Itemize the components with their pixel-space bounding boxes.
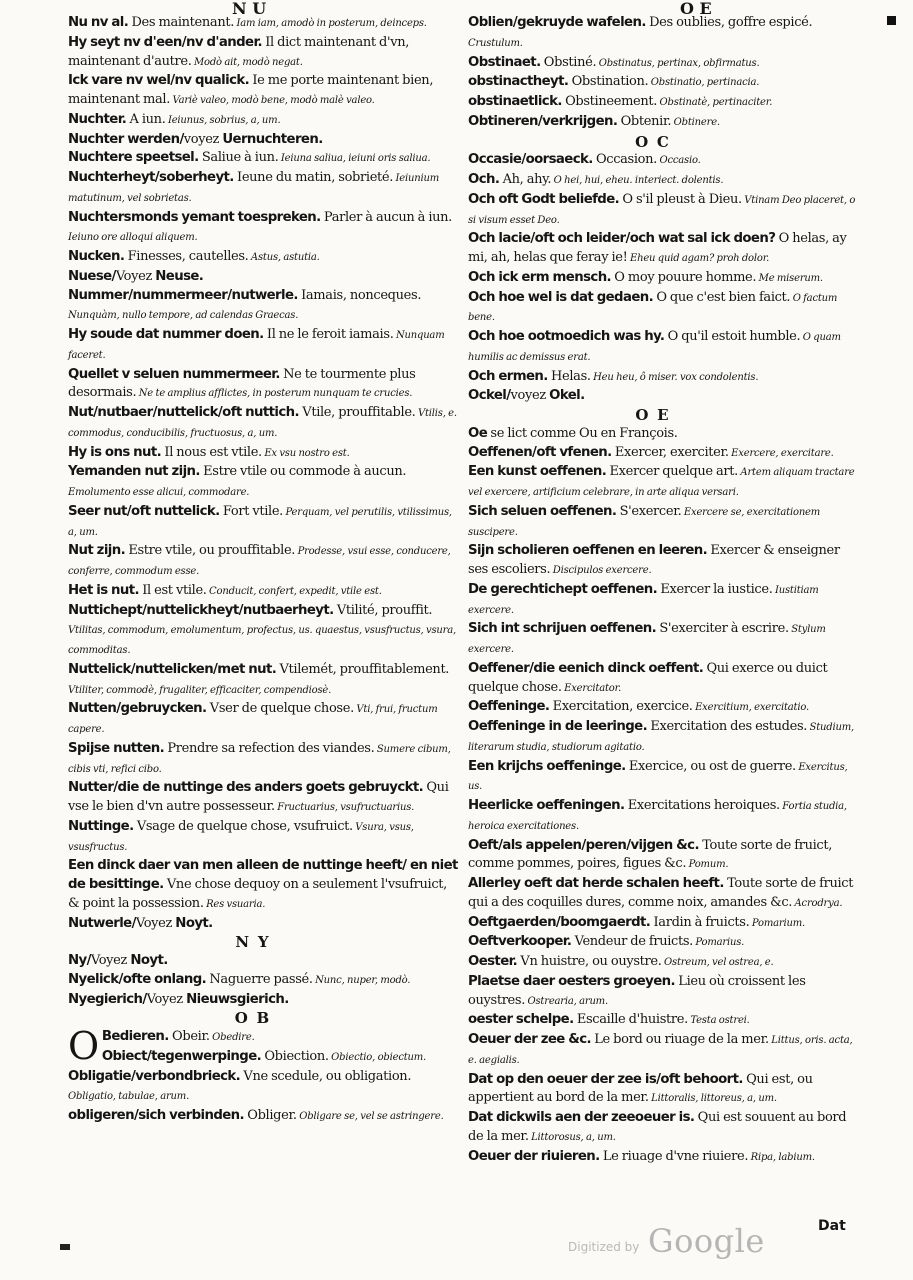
french-gloss: Helas. xyxy=(547,368,591,384)
headword: Nut/nutbaer/nuttelick/oft nuttich. xyxy=(68,405,299,420)
french-gloss: Ie me porte maintenant bien, maintenant mal. xyxy=(68,73,434,107)
headword: Oeftverkooper. xyxy=(468,934,572,950)
dictionary-entry xyxy=(68,582,458,602)
dictionary-entry xyxy=(68,991,458,1010)
dictionary-entry xyxy=(68,326,458,366)
cross-reference: Neuse. xyxy=(155,268,204,284)
headword: Bedieren. xyxy=(101,1029,169,1044)
dictionary-entry xyxy=(468,797,858,837)
latin-gloss: Ieiuna saliua, ieiuni oris saliua. xyxy=(278,153,431,165)
latin-gloss: Fructuarius, vsufructuarius. xyxy=(274,802,415,813)
latin-gloss: Variè valeo, modò bene, modò malè valeo. xyxy=(170,95,375,106)
headword: Nutten/gebruycken. xyxy=(68,701,207,717)
dictionary-entry xyxy=(468,1031,858,1071)
french-gloss: Obtenir. xyxy=(617,113,672,129)
french-gloss: se lict comme Ou en François. xyxy=(487,425,678,441)
dictionary-entry xyxy=(468,718,858,758)
french-gloss: Ieune du matin, sobrieté. xyxy=(233,170,394,185)
dictionary-entry xyxy=(68,444,458,464)
dictionary-entry xyxy=(68,700,458,740)
dictionary-entry xyxy=(68,209,458,249)
drop-cap: O xyxy=(68,1024,99,1068)
latin-gloss: Prodesse, vsui esse, conducere, conferre, commodum esse. xyxy=(68,546,451,577)
dictionary-entry xyxy=(468,113,858,133)
dictionary-entry xyxy=(468,93,858,113)
french-gloss: Exercitations heroiques. xyxy=(624,798,780,813)
headword: Plaetse daer oesters groeyen. xyxy=(468,973,675,989)
latin-gloss: Littorosus, a, um. xyxy=(528,1131,616,1143)
latin-gloss: Artem aliquam tractare vel exercere, artificium celebrare, in arte aliqua versari. xyxy=(468,467,855,498)
running-header-right: O E xyxy=(680,0,712,18)
headword: Oeffenen/oft vfenen. xyxy=(468,444,612,460)
headword: Hy seyt nv d'een/nv d'ander. xyxy=(68,34,262,50)
dictionary-entry xyxy=(468,14,858,54)
french-gloss: Exercer & enseigner ses escoliers. xyxy=(468,543,840,577)
french-gloss: Il ne le feroit iamais. xyxy=(263,327,394,342)
french-gloss: Vendeur de fruicts. xyxy=(571,934,693,950)
dictionary-entry xyxy=(468,171,858,191)
latin-gloss: Obedire. xyxy=(209,1032,255,1043)
dictionary-entry xyxy=(468,73,858,93)
latin-gloss: Vtilitas, commodum, emolumentum, profectus, us. quaestus, vsusfructus, vsura, commoditas. xyxy=(68,625,456,656)
headword: Nucken. xyxy=(68,249,125,264)
dictionary-entry xyxy=(68,740,458,780)
french-gloss: Exercer, exerciter. xyxy=(611,444,729,460)
dictionary-entry xyxy=(468,1071,858,1110)
latin-gloss: Emolumento esse alicui, commodare. xyxy=(68,487,250,498)
dictionary-entry xyxy=(68,149,458,169)
headword: obstinactheyt. xyxy=(468,74,569,90)
dictionary-entry xyxy=(68,661,458,701)
latin-gloss: Perquam, vel perutilis, vtilissimus, a, um. xyxy=(68,506,452,538)
headword: Och hoe wel is dat gedaen. xyxy=(468,289,654,305)
latin-gloss: Vtiliter, commodè, frugaliter, efficaciter, compendiosè. xyxy=(68,684,332,696)
dictionary-entry xyxy=(468,875,858,914)
french-gloss: Toute sorte de fruict, comme pommes, poires, figues &c. xyxy=(468,837,833,872)
google-watermark xyxy=(568,1222,768,1262)
headword: Ockel/ xyxy=(468,388,511,404)
dictionary-entry xyxy=(68,971,458,991)
latin-gloss: Astus, astutia. xyxy=(248,252,320,263)
french-gloss: Obiection. xyxy=(261,1048,329,1064)
french-gloss: Saliue à iun. xyxy=(198,150,279,166)
headword: Oeffeninge in de leeringe. xyxy=(468,719,648,734)
headword: Och oft Godt beliefde. xyxy=(468,191,620,207)
headword: Ick vare nv wel/nv qualick. xyxy=(68,73,250,89)
headword: Het is nut. xyxy=(68,582,139,598)
french-gloss: Prendre sa refection des viandes. xyxy=(164,740,375,756)
headword: Nyegierich/ xyxy=(68,991,147,1007)
latin-gloss: Pomum. xyxy=(686,859,729,871)
latin-gloss: Exercere se, exercitationem suscipere. xyxy=(468,506,821,538)
latin-gloss: Obiectio, obiectum. xyxy=(328,1051,427,1063)
latin-gloss: Ieiunus, sobrius, a, um. xyxy=(165,114,281,126)
french-gloss: Qui est, ou appertient au bord de la mer. xyxy=(468,1071,813,1106)
margin-mark xyxy=(887,16,896,25)
dictionary-entry xyxy=(68,34,458,73)
latin-gloss: Vti, frui, fructum capere. xyxy=(68,704,438,735)
dictionary-entry xyxy=(468,191,858,231)
headword: Oeft/als appelen/peren/vijgen &c. xyxy=(468,837,699,853)
headword: Sich seluen oeffenen. xyxy=(468,503,617,519)
dictionary-entry xyxy=(468,269,858,289)
latin-gloss: Testa ostrei. xyxy=(687,1015,750,1027)
latin-gloss: O quam humilis ac demissus erat. xyxy=(468,332,841,363)
dictionary-entry xyxy=(468,151,858,171)
dictionary-entry xyxy=(468,914,858,934)
headword: Een dinck daer van men alleen de nuttinge heeft/ en niet de besittinge. xyxy=(68,858,458,892)
latin-gloss: Exercitus, us. xyxy=(468,761,848,793)
dictionary-entry xyxy=(68,366,458,405)
french-gloss: O helas, ay mi, ah, helas que feray ie! xyxy=(468,231,847,265)
french-gloss: Il nous est vtile. xyxy=(161,444,262,460)
french-gloss: Obliger. xyxy=(244,1108,297,1123)
dictionary-entry xyxy=(468,503,858,543)
latin-gloss: Exercitium, exercitatio. xyxy=(692,702,809,714)
dictionary-entry xyxy=(68,1107,458,1127)
dictionary-entry xyxy=(468,758,858,798)
latin-gloss: Obstinatio, pertinacia. xyxy=(648,77,760,89)
french-gloss: Obeir. xyxy=(168,1029,210,1044)
french-gloss: Exercitation des estudes. xyxy=(647,719,808,734)
latin-gloss: Littoralis, littoreus, a, um. xyxy=(648,1093,777,1105)
headword: Och ick erm mensch. xyxy=(468,269,612,285)
french-gloss: Vtile, prouffitable. xyxy=(299,405,416,420)
headword: Oeftgaerden/boomgaerdt. xyxy=(468,914,651,930)
latin-gloss: Exercere, exercitare. xyxy=(728,447,834,459)
dictionary-entry xyxy=(68,169,458,209)
headword: Dat dickwils aen der zeeoeuer is. xyxy=(468,1110,695,1125)
latin-gloss: Nunquàm, nullo tempore, ad calendas Graecas. xyxy=(68,310,299,322)
french-gloss: Naguerre passé. xyxy=(206,971,313,987)
headword: Nuchtersmonds yemant toespreken. xyxy=(68,209,321,225)
latin-gloss: Occasio. xyxy=(656,155,701,167)
headword: Heerlicke oeffeningen. xyxy=(468,798,625,813)
french-gloss: Il dict maintenant d'vn, maintenant d'autre. xyxy=(68,34,410,69)
dictionary-entry xyxy=(468,387,858,406)
latin-gloss: Studium, literarum studia, studiorum agitatio. xyxy=(468,722,854,753)
latin-gloss: Ieiunium matutinum, vel sobrietas. xyxy=(68,173,439,204)
headword: Nuchterheyt/soberheyt. xyxy=(68,170,234,185)
cross-reference: Nieuwsgierich. xyxy=(186,991,289,1007)
headword: Allerley oeft dat herde schalen heeft. xyxy=(468,876,724,891)
cross-reference: Noyt. xyxy=(130,953,168,968)
dictionary-entry xyxy=(68,602,458,661)
headword: Ny/ xyxy=(68,953,91,968)
french-gloss: Exercitation, exercice. xyxy=(549,699,693,715)
latin-gloss: Heu heu, ô miser. vox condolentis. xyxy=(590,371,759,383)
headword: Obiect/tegenwerpinge. xyxy=(101,1048,262,1064)
dictionary-entry xyxy=(68,268,458,287)
latin-gloss: Pomarius. xyxy=(692,937,745,949)
dictionary-entry xyxy=(468,1148,858,1168)
headword: obstinaetlick. xyxy=(468,94,562,109)
headword: Oeffener/die eenich dinck oeffent. xyxy=(468,660,704,676)
latin-gloss: Vsura, vsus, vsusfructus. xyxy=(68,821,414,853)
french-gloss: voyez xyxy=(183,131,223,147)
headword: Een krijchs oeffeninge. xyxy=(468,758,626,774)
headword: Seer nut/oft nuttelick. xyxy=(68,503,220,519)
latin-gloss: Littus, oris. acta, e. aegialis. xyxy=(468,1035,853,1066)
latin-gloss: Pomarium. xyxy=(749,917,805,929)
headword: Och. xyxy=(468,172,500,187)
catchword: Dat xyxy=(818,1218,846,1234)
dictionary-entry xyxy=(68,1048,458,1068)
latin-gloss: Ripa, labium. xyxy=(748,1151,815,1163)
french-gloss: Des maintenant. xyxy=(128,15,235,30)
headword: Spijse nutten. xyxy=(68,740,165,756)
headword: Obligatie/verbondbrieck. xyxy=(68,1068,241,1084)
french-gloss: Lieu où croissent les ouystres. xyxy=(468,973,806,1008)
headword: Quellet v seluen nummermeer. xyxy=(68,366,280,382)
dictionary-entry xyxy=(468,1011,858,1031)
latin-gloss: Vtinam Deo placeret, o si visum esset Deo. xyxy=(468,194,856,226)
latin-gloss: Conducit, confert, expedit, vtile est. xyxy=(206,585,382,597)
cross-reference: Noyt. xyxy=(175,915,213,931)
dictionary-entry xyxy=(468,1109,858,1148)
french-gloss: Obstineement. xyxy=(561,94,658,109)
headword: Nu nv al. xyxy=(68,15,129,30)
headword: Nummer/nummermeer/nutwerle. xyxy=(68,287,298,303)
headword: Oblien/gekruyde wafelen. xyxy=(468,15,646,30)
french-gloss: O que c'est bien faict. xyxy=(653,289,791,305)
dictionary-entry xyxy=(68,952,458,971)
headword: Oester. xyxy=(468,954,518,969)
french-gloss: Exercice, ou ost de guerre. xyxy=(625,758,796,774)
latin-gloss: Vtilis, e. commodus, conducibilis, fructuosus, a, um. xyxy=(68,408,457,439)
french-gloss: voyez xyxy=(510,388,550,404)
dictionary-entry xyxy=(468,620,858,660)
french-gloss: Vtilité, prouffit. xyxy=(333,602,433,618)
section-heading: O E xyxy=(635,406,671,424)
headword: Nuese/ xyxy=(68,268,116,284)
french-gloss: O qu'il estoit humble. xyxy=(664,329,801,344)
french-gloss: Qui est souuent au bord de la mer. xyxy=(468,1110,847,1144)
latin-gloss: O factum bene. xyxy=(468,292,838,324)
headword: Oe xyxy=(468,425,488,441)
headword: oester schelpe. xyxy=(468,1012,574,1028)
french-gloss: Obstination. xyxy=(568,74,649,90)
french-gloss: O s'il pleust à Dieu. xyxy=(619,191,742,207)
dictionary-entry xyxy=(468,973,858,1012)
dictionary-entry xyxy=(68,404,458,444)
french-gloss: Toute sorte de fruict qui a des coquilles dures, comme noix, amandes &c. xyxy=(468,876,854,910)
french-gloss: Iardin à fruicts. xyxy=(650,914,750,930)
french-gloss: S'exercer. xyxy=(616,503,682,519)
french-gloss: Vn huistre, ou ouystre. xyxy=(517,954,662,969)
latin-gloss: Ostrearia, arum. xyxy=(525,995,608,1007)
dictionary-entry xyxy=(68,542,458,582)
headword: Och lacie/oft och leider/och wat sal ick doen? xyxy=(468,231,776,247)
left-column xyxy=(68,14,458,1127)
french-gloss: Obstiné. xyxy=(540,54,597,70)
dictionary-entry xyxy=(468,953,858,973)
french-gloss: Finesses, cautelles. xyxy=(124,249,249,264)
latin-gloss: Modò ait, modò negat. xyxy=(191,56,303,68)
dictionary-entry xyxy=(68,131,458,150)
latin-gloss: Discipulos exercere. xyxy=(550,565,652,576)
headword: Nut zijn. xyxy=(68,543,126,559)
latin-gloss: Nunc, nuper, modò. xyxy=(312,974,411,986)
dictionary-entry xyxy=(468,581,858,621)
headword: Nuttinge. xyxy=(68,818,134,834)
latin-gloss: Exercitator. xyxy=(561,682,622,694)
french-gloss: Qui exerce ou duict quelque chose. xyxy=(468,660,828,695)
latin-gloss: Sumere cibum, cibis vti, refici cibo. xyxy=(68,743,451,775)
dictionary-entry xyxy=(468,444,858,464)
dictionary-entry xyxy=(468,542,858,581)
headword: Nuttelick/nuttelicken/met nut. xyxy=(68,661,277,677)
latin-gloss: Ne te amplius afflictes, in posterum nunquam te crucies. xyxy=(136,388,413,400)
headword: Oeuer der riuieren. xyxy=(468,1148,600,1164)
latin-gloss: Ex vsu nostro est. xyxy=(261,447,350,459)
latin-gloss: Obligatio, tabulae, arum. xyxy=(68,1091,190,1103)
french-gloss: Iamais, nonceques. xyxy=(297,287,422,303)
latin-gloss: Obstinatè, pertinaciter. xyxy=(657,97,773,108)
dictionary-entry xyxy=(468,425,858,444)
latin-gloss: Acrodrya. xyxy=(792,897,843,909)
section-heading: O C xyxy=(635,132,671,151)
latin-gloss: Iam iam, amodò in posterum, deinceps. xyxy=(234,18,427,29)
latin-gloss: Crustulum. xyxy=(468,37,523,49)
dictionary-entry xyxy=(468,698,858,718)
headword: Obstinaet. xyxy=(468,54,541,70)
latin-gloss: Obtinere. xyxy=(671,116,720,128)
headword: Occasie/oorsaeck. xyxy=(468,152,593,168)
headword: Nuttichept/nuttelickheyt/nutbaerheyt. xyxy=(68,602,334,618)
french-gloss: A iun. xyxy=(126,111,166,127)
french-gloss: Vser de quelque chose. xyxy=(206,701,354,717)
dictionary-entry xyxy=(468,368,858,388)
headword: Och ermen. xyxy=(468,368,548,384)
corner-mark xyxy=(60,1244,70,1250)
headword: Oeuer der zee &c. xyxy=(468,1032,591,1047)
latin-gloss: Ieiuno ore alloqui aliquem. xyxy=(68,232,198,244)
headword: Nutwerle/ xyxy=(68,915,136,931)
headword: De gerechtichept oeffenen. xyxy=(468,581,658,597)
dictionary-entry xyxy=(68,915,458,934)
french-gloss: Vtilemét, prouffitablement. xyxy=(276,661,450,677)
latin-gloss: Ostreum, vel ostrea, e. xyxy=(661,957,774,968)
headword: Yemanden nut zijn. xyxy=(68,464,200,480)
french-gloss: Escaille d'huistre. xyxy=(573,1012,688,1028)
dictionary-entry xyxy=(68,287,458,327)
french-gloss: O moy pouure homme. xyxy=(611,269,757,285)
section-heading: O B xyxy=(234,1009,272,1028)
digitized-by-label: Digitized by xyxy=(568,1240,640,1254)
dictionary-entry xyxy=(468,328,858,368)
french-gloss: Exercer la iustice. xyxy=(657,581,773,597)
french-gloss: Fort vtile. xyxy=(219,503,283,519)
french-gloss: Estre vtile, ou prouffitable. xyxy=(125,543,296,559)
latin-gloss: Nunquam faceret. xyxy=(68,330,445,361)
headword: obligeren/sich verbinden. xyxy=(68,1108,244,1123)
dictionary-entry xyxy=(468,660,858,699)
dictionary-entry xyxy=(68,779,458,818)
latin-gloss: Fortia studia, heroica exercitationes. xyxy=(468,801,847,832)
headword: Dat op den oeuer der zee is/oft behoort. xyxy=(468,1071,743,1087)
french-gloss: Ne te tourmente plus desormais. xyxy=(68,366,416,401)
french-gloss: Des oublies, goffre espicé. xyxy=(645,15,813,30)
headword: Oeffeninge. xyxy=(468,699,550,715)
right-column xyxy=(468,14,858,1167)
google-logo: Google xyxy=(648,1222,765,1260)
french-gloss: Vne scedule, ou obligation. xyxy=(240,1068,412,1084)
french-gloss: Voyez xyxy=(90,953,131,968)
latin-gloss: Eheu quid agam? proh dolor. xyxy=(627,253,770,264)
french-gloss: Le riuage d'vne riuiere. xyxy=(599,1148,749,1164)
french-gloss: Voyez xyxy=(115,268,156,284)
dictionary-entry xyxy=(68,857,458,914)
headword: Sich int schrijuen oeffenen. xyxy=(468,621,657,637)
running-header-left: N U xyxy=(232,0,267,18)
headword: Sijn scholieren oeffenen en leeren. xyxy=(468,543,708,559)
latin-gloss: Me miserum. xyxy=(756,272,823,284)
headword: Nuchtere speetsel. xyxy=(68,150,199,166)
headword: Och hoe ootmoedich was hy. xyxy=(468,329,665,344)
headword: Nyelick/ofte onlang. xyxy=(68,971,207,987)
french-gloss: Estre vtile ou commode à aucun. xyxy=(199,464,407,480)
headword: Een kunst oeffenen. xyxy=(468,464,607,480)
headword: Nuchter. xyxy=(68,111,127,127)
dictionary-entry xyxy=(468,463,858,503)
dictionary-entry xyxy=(68,72,458,111)
french-gloss: Ah, ahy. xyxy=(499,172,552,187)
dictionary-entry xyxy=(68,1068,458,1108)
headword: Hy soude dat nummer doen. xyxy=(68,327,264,342)
french-gloss: Vne chose dequoy on a seulement l'vsufruict, & point la possession. xyxy=(68,877,447,911)
dictionary-entry xyxy=(468,837,858,876)
french-gloss: Il est vtile. xyxy=(138,582,207,598)
dictionary-entry xyxy=(68,14,458,34)
cross-reference: Uernuchteren. xyxy=(222,131,323,147)
headword: Obtineren/verkrijgen. xyxy=(468,113,618,129)
dictionary-entry xyxy=(68,503,458,543)
french-gloss: Exercer quelque art. xyxy=(606,464,738,480)
latin-gloss: Stylum exercere. xyxy=(468,624,826,655)
dictionary-entry xyxy=(68,463,458,503)
dictionary-entry xyxy=(68,111,458,131)
latin-gloss: Res vsuaria. xyxy=(203,898,266,910)
french-gloss: Voyez xyxy=(135,915,176,931)
dictionary-entry xyxy=(68,818,458,858)
headword: Hy is ons nut. xyxy=(68,444,162,460)
latin-gloss: O hei, hui, eheu. interiect. dolentis. xyxy=(551,175,724,186)
dictionary-entry xyxy=(68,248,458,268)
headword: Nutter/die de nuttinge des anders goets gebruyckt. xyxy=(68,780,424,796)
headword: Nuchter werden/ xyxy=(68,131,184,147)
cross-reference: Okel. xyxy=(549,388,585,404)
french-gloss: Vsage de quelque chose, vsufruict. xyxy=(133,818,353,834)
latin-gloss: Obligare se, vel se astringere. xyxy=(296,1111,444,1122)
french-gloss: Le bord ou riuage de la mer. xyxy=(590,1032,769,1047)
french-gloss: Qui vse le bien d'vn autre possesseur. xyxy=(68,780,449,814)
section-heading: N Y xyxy=(235,933,271,952)
latin-gloss: Obstinatus, pertinax, obfirmatus. xyxy=(596,57,760,69)
french-gloss: S'exerciter à escrire. xyxy=(656,621,789,637)
french-gloss: Parler à aucun à iun. xyxy=(320,209,452,225)
french-gloss: Voyez xyxy=(146,991,187,1007)
dictionary-entry xyxy=(468,289,858,329)
latin-gloss: Iustitiam exercere. xyxy=(468,584,819,616)
french-gloss: Occasion. xyxy=(592,152,657,168)
dictionary-entry xyxy=(468,230,858,269)
dictionary-entry xyxy=(468,54,858,74)
dictionary-entry xyxy=(468,933,858,953)
